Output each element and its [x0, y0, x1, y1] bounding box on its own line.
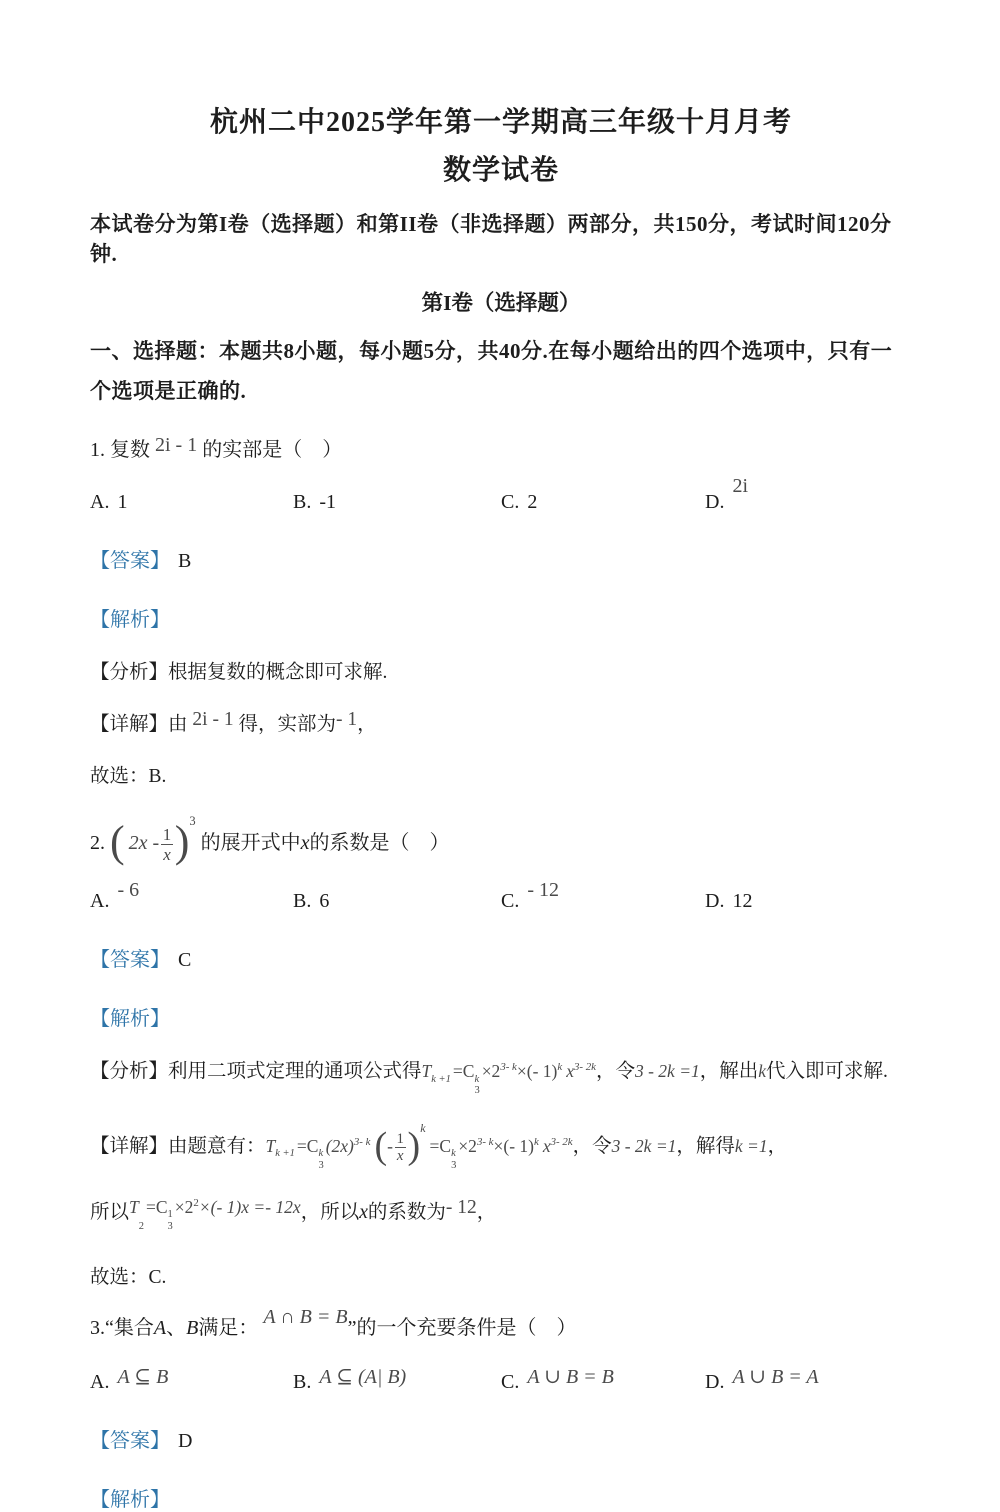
- q1-fenxi-text: 根据复数的概念即可求解.: [168, 662, 388, 683]
- q1-answer-value: B: [178, 550, 192, 572]
- q1-stem-pre: 复数: [110, 439, 150, 461]
- option-text: 2: [527, 491, 538, 513]
- exp-3-k: 3- k: [353, 1135, 371, 1148]
- page-subtitle: 数学试卷: [442, 155, 559, 186]
- C-sub: 3: [318, 1160, 324, 1172]
- C-sup: k: [318, 1148, 324, 1160]
- q1-number: 1.: [90, 439, 105, 461]
- k-equals-1: k =1: [734, 1135, 768, 1156]
- q2-option-d: [705, 890, 912, 913]
- answer-label: 【答案】: [90, 948, 170, 971]
- var-x: x: [542, 1135, 551, 1156]
- left-paren: (: [110, 817, 125, 867]
- C-sub: 3: [167, 1220, 173, 1232]
- q2-option-c: [501, 878, 705, 913]
- T-subscript: k +1: [431, 1073, 451, 1085]
- q3-stem-formula: A ∩ B = B: [263, 1306, 348, 1329]
- C-sub: 3: [474, 1085, 480, 1097]
- option-label: A.: [90, 491, 110, 513]
- q2-option-a: [90, 878, 293, 913]
- q2-stem-post1: 的展开式中: [200, 832, 301, 854]
- q2-jiexi-label: 【解析】: [90, 1007, 170, 1030]
- q1-answer-line: [90, 544, 912, 573]
- xiangjie-label: 【详解】: [90, 1135, 169, 1157]
- q3-number: 3.: [90, 1317, 105, 1340]
- q2-conclusion-pre: 所以: [90, 1201, 130, 1223]
- eq-C: =C: [429, 1135, 452, 1156]
- left-paren: (: [374, 1124, 388, 1167]
- fraction-numerator: 1: [396, 1130, 404, 1147]
- option-label: D.: [705, 1371, 725, 1394]
- q1-detail-formula-2: - 1: [335, 709, 358, 730]
- option-text: - 12: [527, 878, 560, 901]
- q2-fenxi-pre: 利用二项式定理的通项公式得: [168, 1060, 422, 1082]
- fenxi-label: 【分析】: [90, 1060, 169, 1082]
- option-label: B.: [293, 889, 312, 912]
- xiangjie-label: 【详解】: [90, 714, 169, 735]
- option-label: D.: [705, 491, 725, 513]
- q1-fenxi-line: [90, 656, 912, 684]
- option-label: B.: [293, 1371, 312, 1394]
- q1-xiangjie-line: [90, 708, 912, 736]
- q2-fenxi-line: [90, 1055, 912, 1097]
- option-label: A.: [90, 1371, 110, 1394]
- q1-option-a: [90, 491, 293, 514]
- q2-final: 故选：C.: [90, 1267, 167, 1289]
- q3-stem-post: ”的一个充要条件是（ ）: [347, 1317, 577, 1340]
- option-label: A.: [90, 889, 110, 912]
- q3-option-c: [501, 1366, 705, 1394]
- option-text: A ∪ B = A: [732, 1366, 819, 1389]
- times-neg1: ×(- 1): [516, 1060, 558, 1081]
- times-2: ×2: [458, 1135, 477, 1156]
- q1-option-c: [501, 491, 705, 514]
- right-paren: ): [174, 817, 190, 867]
- q2-detail-mid2: ，解得: [676, 1135, 735, 1157]
- q2-answer-line: [90, 943, 912, 972]
- term-T: T: [421, 1060, 432, 1081]
- eq-C: =C: [146, 1196, 168, 1217]
- fraction-denominator: x: [163, 844, 171, 864]
- option-text: -1: [319, 491, 337, 513]
- option-text: A ⊆ B: [117, 1366, 169, 1389]
- option-label: B.: [293, 491, 312, 513]
- fraction-denominator: x: [396, 1148, 404, 1165]
- cond-formula: 3 - 2k =1: [611, 1135, 677, 1156]
- C-sup: k: [474, 1073, 480, 1085]
- option-label: D.: [705, 889, 725, 912]
- exp-3-2k: 3- 2k: [573, 1061, 596, 1074]
- times-2: ×2: [174, 1196, 194, 1217]
- q2-conclusion-formula: [129, 1196, 301, 1232]
- option-label: C.: [501, 1371, 520, 1394]
- q2-stem-post2: 的系数是（ ）: [309, 832, 450, 854]
- q3-stem-p3: 满足：: [198, 1317, 259, 1340]
- exp-2: 2: [193, 1196, 199, 1209]
- times-2: ×2: [481, 1060, 501, 1081]
- fraction-numerator: 1: [162, 824, 172, 844]
- q2-option-b: [293, 890, 501, 913]
- cond-formula: 3 - 2k =1: [634, 1060, 700, 1081]
- q2-fenxi-mid: ，令: [595, 1060, 635, 1082]
- option-label: C.: [501, 491, 520, 513]
- q2-detail-post: ，: [767, 1135, 788, 1157]
- q1-option-d: [705, 475, 912, 514]
- q3-answer-line: [90, 1424, 912, 1453]
- q2-fenxi-formula: [421, 1060, 596, 1097]
- term-T: T: [129, 1196, 139, 1217]
- fraction: [161, 825, 173, 864]
- tail-formula: ×(- 1)x =- 12x: [198, 1196, 301, 1217]
- q1-conclusion: 故选：B.: [90, 766, 167, 787]
- C-sup: 1: [167, 1209, 173, 1221]
- option-text: 6: [319, 889, 330, 912]
- option-label: C.: [501, 889, 520, 912]
- q1-detail-post: ，: [357, 714, 377, 735]
- term-T: T: [265, 1135, 276, 1156]
- set-A: A: [153, 1317, 167, 1340]
- question-1-stem: [90, 435, 912, 465]
- q3-option-b: [293, 1366, 501, 1394]
- q1-detail-pre: 由: [168, 714, 188, 735]
- q3-option-d: [705, 1366, 912, 1394]
- right-paren: ): [407, 1124, 421, 1167]
- var-x: x: [359, 1201, 368, 1223]
- q1-option-b: [293, 491, 501, 514]
- q2-stem-formula: [110, 814, 196, 867]
- T-subscript: 2: [138, 1220, 144, 1232]
- q2-detail-pre: 由题意有：: [168, 1135, 266, 1157]
- q2-coef: 2x -: [128, 832, 160, 854]
- question-3-stem: [90, 1306, 912, 1343]
- var-k: k: [758, 1060, 767, 1081]
- q2-options: [90, 878, 912, 913]
- q3-stem-p1: “集合: [105, 1317, 154, 1340]
- C-sub: 3: [451, 1160, 457, 1172]
- q2-conclusion-post: ，: [476, 1201, 497, 1223]
- section-instructions: 一、选择题：本题共8小题，每小题5分，共40分.在每小题给出的四个选项中，只有一个选项是正确的.: [90, 339, 893, 403]
- q1-detail-formula-1: 2i - 1: [192, 709, 234, 730]
- q1-jiexi-label: 【解析】: [90, 609, 170, 631]
- exp-k: k: [533, 1135, 539, 1148]
- fraction: [395, 1131, 406, 1165]
- q3-options: [90, 1366, 912, 1394]
- exp-k: k: [557, 1061, 563, 1074]
- option-text: 12: [732, 889, 753, 912]
- neg-sign: -: [387, 1135, 393, 1156]
- coef-value: - 12: [445, 1196, 477, 1218]
- option-text: 1: [117, 491, 128, 513]
- q2-stem-var: x: [300, 832, 310, 854]
- q2-conclusion-mid2: 的系数为: [367, 1201, 446, 1223]
- q1-stem-formula: 2i - 1: [155, 434, 198, 456]
- fenxi-label: 【分析】: [90, 662, 169, 683]
- q2-conclusion-line: [90, 1196, 912, 1238]
- term-2x: (2x): [325, 1135, 354, 1156]
- q2-xiangjie-line: [90, 1121, 912, 1172]
- times-neg1: ×(- 1): [493, 1135, 534, 1156]
- option-text: - 6: [117, 878, 140, 901]
- q3-answer-value: D: [178, 1430, 193, 1453]
- q2-conclusion-mid: ，所以: [300, 1201, 360, 1223]
- q1-detail-mid: 得，实部为: [238, 714, 336, 735]
- q3-stem-p2: 、: [166, 1317, 187, 1340]
- q1-options: [90, 475, 912, 514]
- q2-number: 2.: [90, 832, 105, 854]
- q2-detail-formula: [265, 1120, 573, 1172]
- question-2-stem: [90, 812, 912, 867]
- q2-fenxi-mid2: ，解出: [699, 1060, 759, 1082]
- q2-fenxi-post: 代入即可求解.: [766, 1060, 888, 1082]
- q2-exponent: 3: [189, 814, 196, 828]
- eq-C: =C: [296, 1135, 319, 1156]
- q2-answer-value: C: [178, 948, 192, 971]
- T-subscript: k +1: [275, 1148, 295, 1160]
- q1-stem-post: 的实部是（ ）: [202, 439, 343, 461]
- option-text: A ⊆ (A| B): [319, 1366, 407, 1389]
- answer-label: 【答案】: [90, 1430, 170, 1453]
- option-text: 2i: [732, 475, 749, 497]
- exp-3-2k: 3- 2k: [550, 1135, 573, 1148]
- exp-3-k: 3- k: [476, 1135, 494, 1148]
- eq-C: =C: [452, 1060, 475, 1081]
- answer-label: 【答案】: [90, 550, 170, 572]
- section-heading: 第I卷（选择题）: [421, 291, 581, 315]
- option-text: A ∪ B = B: [527, 1366, 614, 1389]
- exam-intro: 本试卷分为第I卷（选择题）和第II卷（非选择题）两部分，共150分，考试时间120分钟.: [90, 212, 892, 266]
- exp-3-k: 3- k: [500, 1061, 517, 1074]
- q2-detail-mid: ，令: [572, 1135, 612, 1157]
- q3-option-a: [90, 1366, 293, 1394]
- page-title: 杭州二中2025学年第一学期高三年级十月月考: [209, 107, 792, 138]
- q3-jiexi-label: 【解析】: [90, 1489, 170, 1512]
- exp-k: k: [420, 1120, 426, 1135]
- set-B: B: [186, 1317, 199, 1340]
- var-x: x: [566, 1060, 574, 1081]
- C-sup: k: [451, 1148, 456, 1160]
